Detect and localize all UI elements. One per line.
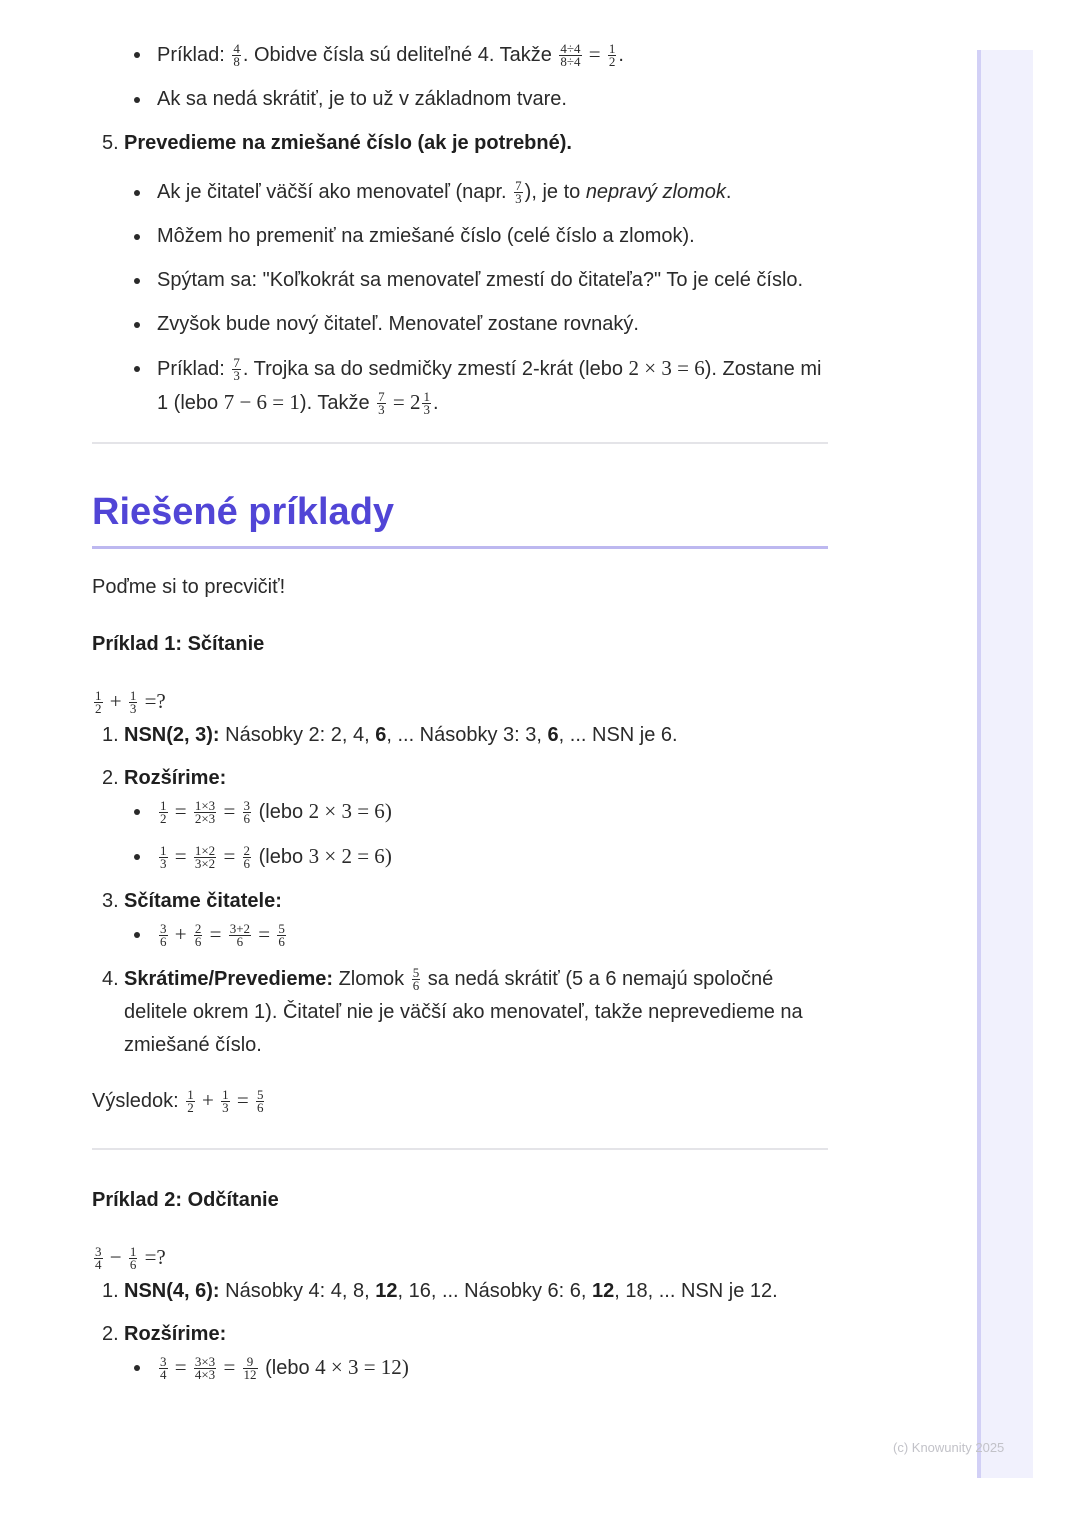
watermark: (c) Knowunity 2025	[893, 1440, 1005, 1455]
document-body	[92, 38, 828, 1396]
ex2-step1: 1. NSN(4, 6): Násobky 4: 4, 8, 12, 16, ... Násobky 6: 6, 12, 18, ... NSN je 12.	[102, 1280, 778, 1302]
heading-underline	[92, 546, 828, 549]
list-item: $\frac{1}{3}$ = $\frac{1\times 2}{3\times 2}$ = $\frac{2}{6}$ (lebo 3 × 2 = 6)	[157, 840, 828, 874]
ex1-step3: 3. Sčítame čitatele:	[102, 890, 282, 912]
intro-text: Poďme si to precvičiť!	[92, 576, 286, 598]
divider	[92, 1148, 828, 1150]
example1-title: Príklad 1: Sčítanie	[92, 633, 265, 655]
list-item: Ak je čitateľ väčší ako menovateľ (napr. $\frac{7}{3}$ ), je to nepravý zlomok.	[157, 176, 828, 209]
ex1-step1: 1. NSN(2, 3): Násobky 2: 2, 4, 6, ... Násobky 3: 3, 6, ... NSN je 6.	[102, 724, 678, 746]
ex1-step4: 4. Skrátime/Prevedieme: Zlomok $\frac{5}{6}$ sa nedá skrátiť (5 a 6 nemajú spoločné delitele okrem 1). Čitateľ nie je väčší ako menovateľ, takže neprevedieme na zmiešané číslo.	[102, 965, 803, 1056]
ex2-step2: 2. Rozšírime:	[102, 1323, 227, 1345]
example2-title: Príklad 2: Odčítanie	[92, 1189, 279, 1211]
example2-equation: $\frac{3}{4}$ − $\frac{1}{6}$ =?	[95, 1244, 166, 1273]
example1-equation: $\frac{1}{2}$ + $\frac{1}{3}$ =?	[95, 688, 166, 717]
list-item: Môžem ho premeniť na zmiešané číslo (celé číslo a zlomok).	[157, 220, 828, 253]
right-margin-bar	[977, 50, 1033, 1478]
list-item: Spýtam sa: "Koľkokrát sa menovateľ zmestí do čitateľa?" To je celé číslo.	[157, 264, 828, 297]
list-item: Príklad: $\frac{7}{3}$ . Trojka sa do sedmičky zmestí 2-krát (lebo 2 × 3 = 6). Zostane mi 1 (lebo 7 − 6 = 1). Takže $\frac{7}{3}$ = 2 $\frac{1}{3}$ .	[157, 352, 828, 420]
section-heading: Riešené príklady	[92, 491, 395, 533]
list-item: $\frac{3}{4}$ = $\frac{3\times 3}{4\times 3}$ = $\frac{9}{12}$ (lebo 4 × 3 = 12)	[157, 1351, 828, 1385]
list-item: Zvyšok bude nový čitateľ. Menovateľ zostane rovnaký.	[157, 308, 828, 341]
ex1-result: Výsledok: $\frac{1}{2}$ + $\frac{1}{3}$ = $\frac{5}{6}$	[92, 1087, 264, 1116]
step4-bullets	[92, 38, 828, 116]
list-item: $\frac{1}{2}$ = $\frac{1\times 3}{2\times 3}$ = $\frac{3}{6}$ (lebo 2 × 3 = 6)	[157, 795, 828, 829]
ex1-step3-bullets	[92, 918, 828, 952]
ex2-step2-bullets	[92, 1351, 828, 1385]
ex1-step2: 2. Rozšírime:	[102, 767, 227, 789]
step5: 5. Prevedieme na zmiešané číslo (ak je potrebné).	[102, 132, 572, 154]
step5-bullets	[92, 176, 828, 420]
list-item: $\frac{3}{6}$ + $\frac{2}{6}$ = $\frac{3+2}{6}$ = $\frac{5}{6}$	[157, 918, 828, 952]
ex1-step2-bullets	[92, 795, 828, 874]
list-item: Ak sa nedá skrátiť, je to už v základnom tvare.	[157, 83, 828, 116]
list-item: Príklad: $\frac{4}{8}$ . Obidve čísla sú deliteľné 4. Takže $\frac{4\div 4}{8\div 4}$ = $\frac{1}{2}$ .	[157, 38, 828, 72]
divider	[92, 442, 828, 444]
